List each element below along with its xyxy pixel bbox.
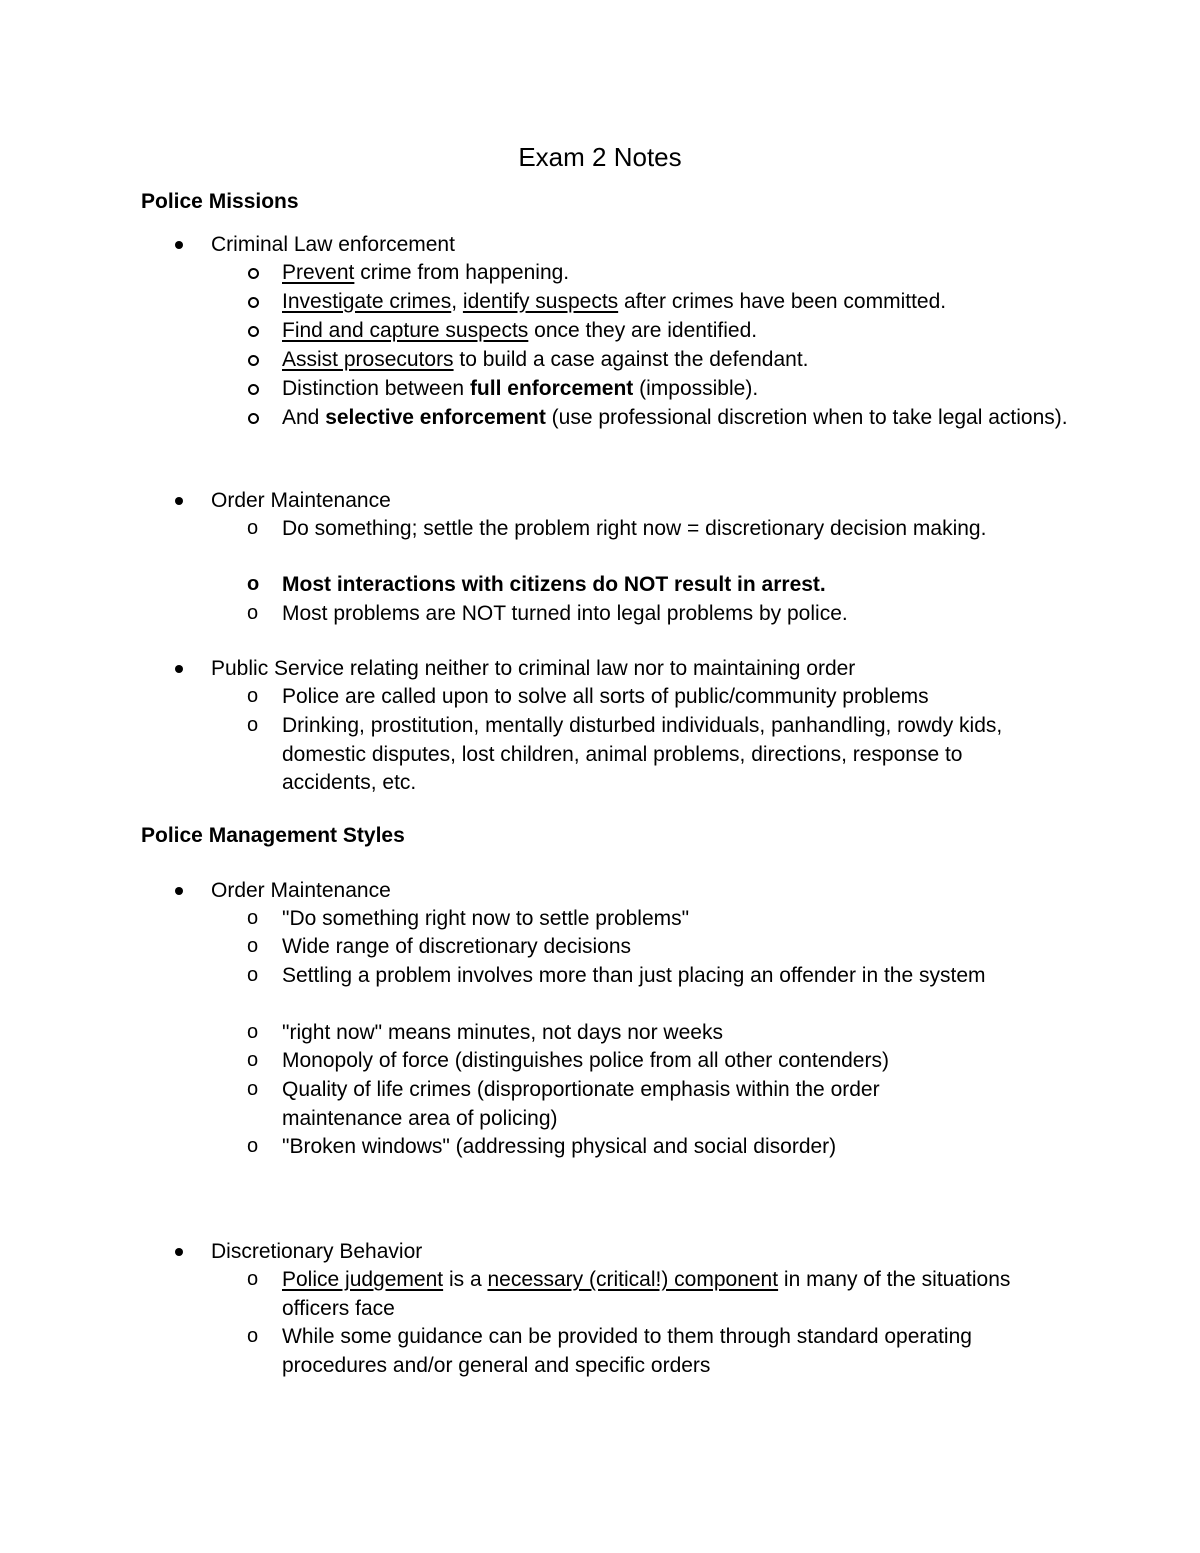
sub-item: o Settling a problem involves more than just placing an offender in the system	[282, 962, 1012, 991]
sub-item: o "Do something right now to settle problems"	[282, 905, 1072, 934]
sub-item: o Drinking, prostitution, mentally disturbed individuals, panhandling, rowdy kids, domestic disputes, lost children, animal problems, directions, response to accidents, etc.	[282, 712, 1052, 798]
list-item-discretionary-behavior: Discretionary Behavior	[211, 1238, 422, 1266]
section-heading-management-styles: Police Management Styles	[141, 824, 405, 847]
sub-item: o While some guidance can be provided to them through standard operating procedures and/or general and specific orders	[282, 1323, 1067, 1380]
sub-item: o Police are called upon to solve all sorts of public/community problems	[282, 683, 1072, 712]
section-heading-police-missions: Police Missions	[141, 190, 299, 213]
list-item-criminal-law: Criminal Law enforcement	[211, 231, 455, 259]
page-title: Exam 2 Notes	[518, 142, 682, 172]
sub-item-police-judgement: o Police judgement is a necessary (critical!) component in many of the situations officers face	[282, 1266, 1012, 1323]
underlined-text: necessary (critical!) component	[487, 1268, 779, 1291]
sub-item: o Most interactions with citizens do NOT result in arrest.	[282, 571, 1072, 600]
sub-item-selective: And selective enforcement (use professional discretion when to take legal actions).	[282, 404, 1072, 433]
list-item-order-maintenance: Order Maintenance	[211, 877, 391, 905]
sub-item: o "right now" means minutes, not days nor weeks	[282, 1019, 1072, 1048]
list-item-order-maintenance: Order Maintenance	[211, 487, 391, 515]
sub-item-assist: Assist prosecutors to build a case against the defendant.	[282, 346, 1072, 375]
underlined-text: Find and capture suspects	[282, 319, 529, 342]
underlined-text: Police judgement	[282, 1268, 444, 1291]
sub-item: o Wide range of discretionary decisions	[282, 933, 1072, 962]
underlined-text: Prevent	[282, 261, 355, 284]
sub-item: o Quality of life crimes (disproportionate emphasis within the order maintenance area of policing)	[282, 1076, 982, 1133]
sub-item-investigate: Investigate crimes, identify suspects after crimes have been committed.	[282, 288, 1072, 317]
underlined-text: Assist prosecutors	[282, 348, 454, 371]
underlined-text: identify suspects	[462, 290, 619, 313]
sub-item-find: Find and capture suspects once they are identified.	[282, 317, 1072, 346]
underlined-text: Investigate crimes	[282, 290, 452, 313]
sub-item: o "Broken windows" (addressing physical and social disorder)	[282, 1133, 1072, 1162]
list-item-public-service: Public Service relating neither to criminal law nor to maintaining order	[211, 655, 855, 683]
sub-item-distinction: Distinction between full enforcement (impossible).	[282, 375, 1072, 404]
sub-item: o Most problems are NOT turned into legal problems by police.	[282, 600, 1072, 629]
sub-item: o Do something; settle the problem right now = discretionary decision making.	[282, 515, 1072, 544]
sub-item: o Monopoly of force (distinguishes police from all other contenders)	[282, 1047, 1072, 1076]
sub-item-prevent: Prevent crime from happening.	[282, 259, 1072, 288]
